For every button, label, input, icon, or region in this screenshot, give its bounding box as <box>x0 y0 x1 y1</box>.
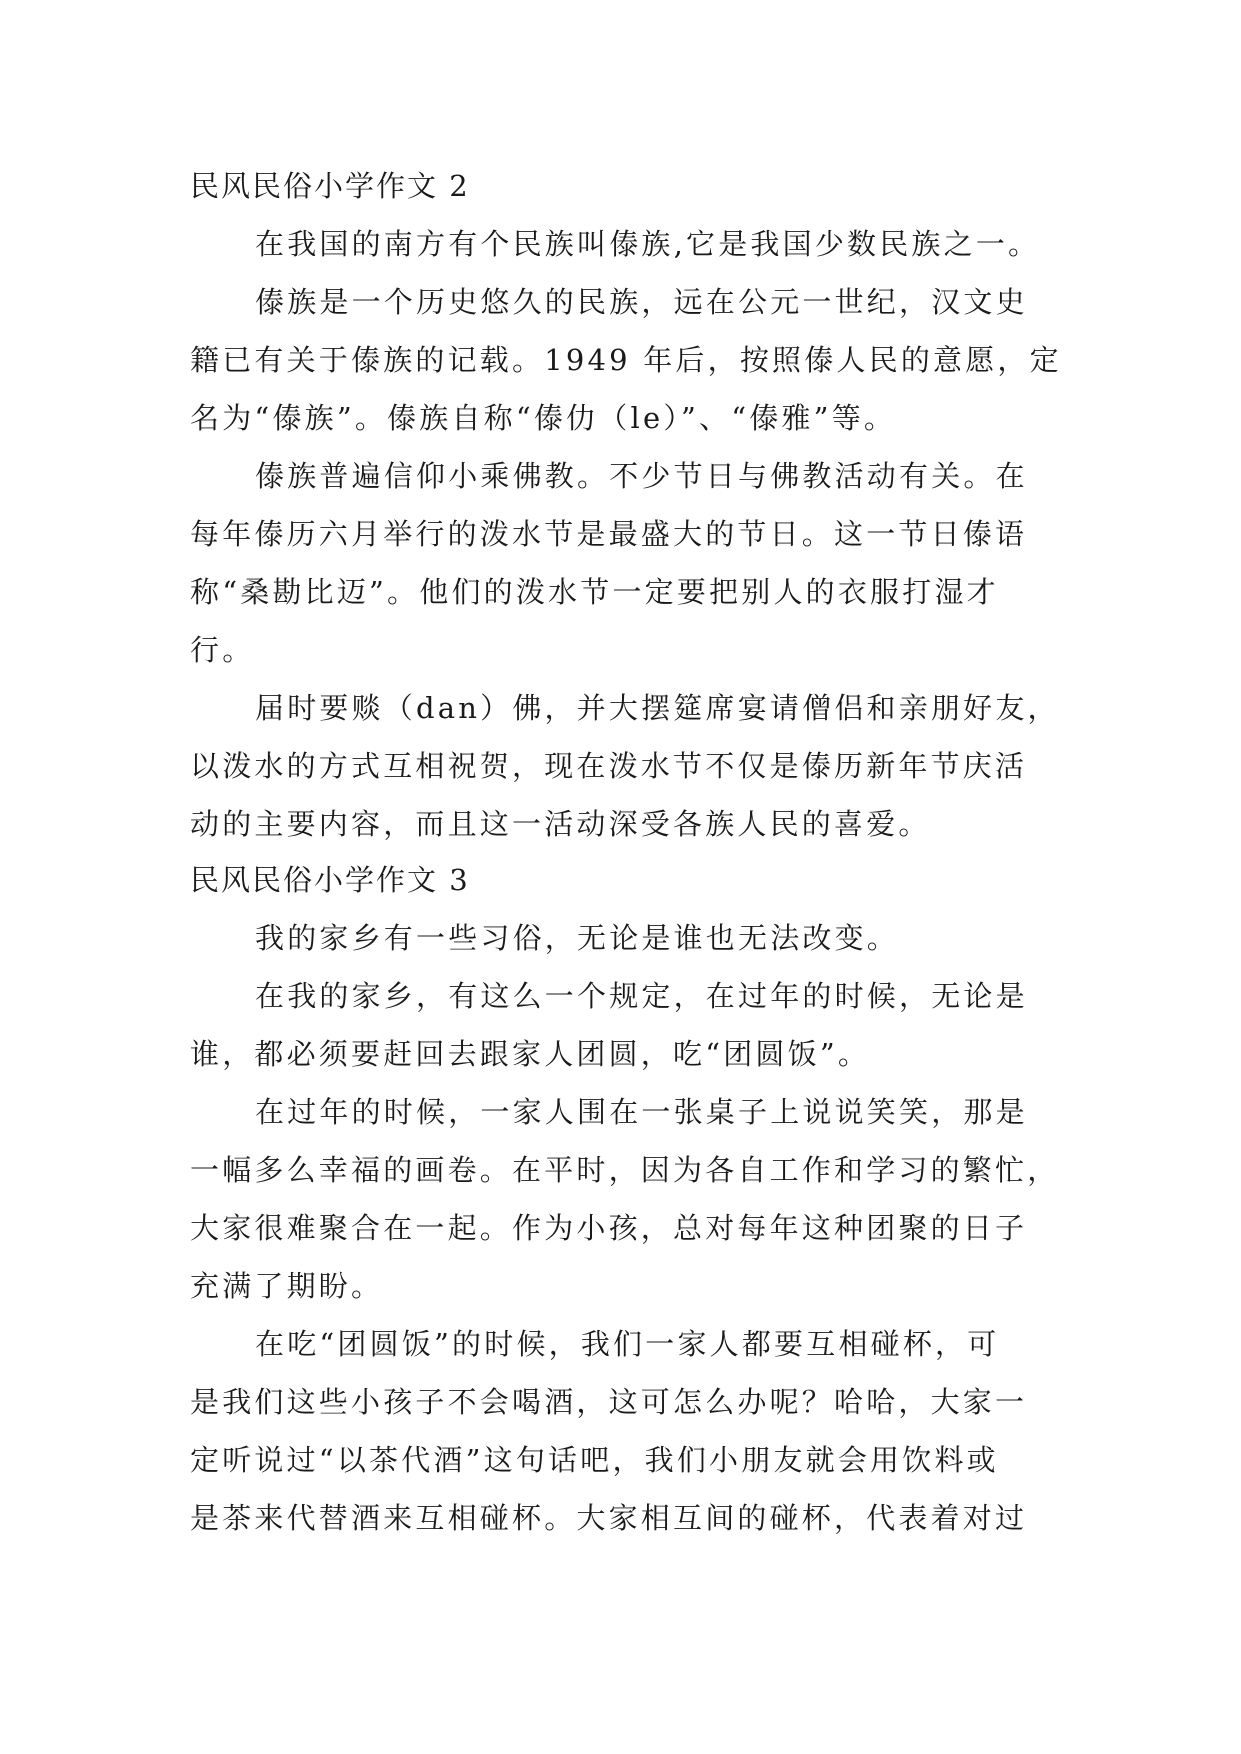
paragraph-line: 是我们这些小孩子不会喝酒，这可怎么办呢？哈哈，大家一 <box>190 1385 1028 1419</box>
paragraph-line: 动的主要内容，而且这一活动深受各族人民的喜爱。 <box>190 807 931 841</box>
paragraph-line: 籍已有关于傣族的记载。1949 年后，按照傣人民的意愿，定 <box>190 343 1062 377</box>
paragraph-line: 在过年的时候，一家人围在一张桌子上说说笑笑，那是 <box>255 1095 1028 1129</box>
paragraph-line: 每年傣历六月举行的泼水节是最盛大的节日。这一节日傣语 <box>190 517 1028 551</box>
paragraph-line: 傣族是一个历史悠久的民族，远在公元一世纪，汉文史 <box>255 285 1028 319</box>
paragraph-line: 在我国的南方有个民族叫傣族,它是我国少数民族之一。 <box>255 227 1041 261</box>
paragraph-line: 在吃“团圆饭”的时候，我们一家人都要互相碰杯，可 <box>255 1327 1000 1361</box>
paragraph-line: 名为“傣族”。傣族自称“傣仂（le）”、“傣雅”等。 <box>190 401 897 435</box>
paragraph-line: 称“桑勘比迈”。他们的泼水节一定要把别人的衣服打湿才 <box>190 575 999 609</box>
essay-title-2: 民风民俗小学作文 2 <box>190 169 470 203</box>
paragraph-line: 谁，都必须要赶回去跟家人团圆，吃“团圆饭”。 <box>190 1037 871 1071</box>
paragraph-line: 以泼水的方式互相祝贺，现在泼水节不仅是傣历新年节庆活 <box>190 749 1028 783</box>
paragraph-line: 一幅多么幸福的画卷。在平时，因为各自工作和学习的繁忙， <box>190 1153 1060 1187</box>
paragraph-line: 充满了期盼。 <box>190 1269 384 1303</box>
paragraph-line: 定听说过“以茶代酒”这句话吧，我们小朋友就会用饮料或 <box>190 1443 999 1477</box>
paragraph-line: 大家很难聚合在一起。作为小孩，总对每年这种团聚的日子 <box>190 1211 1028 1245</box>
essay-title-3: 民风民俗小学作文 3 <box>190 863 470 897</box>
paragraph-line: 傣族普遍信仰小乘佛教。不少节日与佛教活动有关。在 <box>255 459 1028 493</box>
paragraph-line: 在我的家乡，有这么一个规定，在过年的时候，无论是 <box>255 979 1028 1013</box>
paragraph-line: 我的家乡有一些习俗，无论是谁也无法改变。 <box>255 921 900 955</box>
paragraph-line: 是茶来代替酒来互相碰杯。大家相互间的碰杯，代表着对过 <box>190 1501 1028 1535</box>
paragraph-line: 届时要赕（dan）佛，并大摆筵席宴请僧侣和亲朋好友， <box>255 691 1060 725</box>
paragraph-line: 行。 <box>190 633 255 667</box>
